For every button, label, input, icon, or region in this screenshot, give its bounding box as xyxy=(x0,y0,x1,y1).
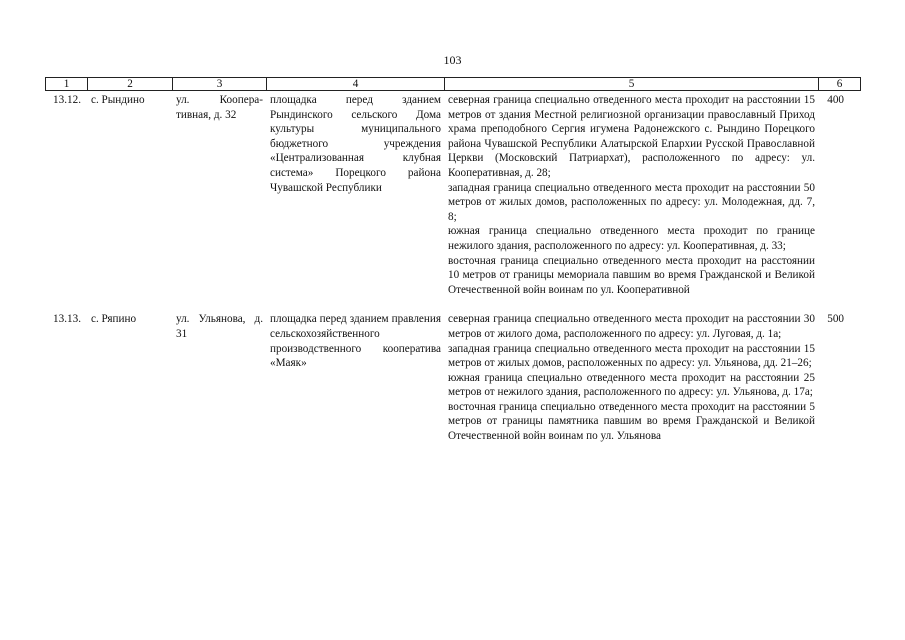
south-boundary: южная граница специально отведенного места проходит на расстоянии 25 метров от нежилого здания, расположенного по адресу: ул. Ульянова, д. 17а; xyxy=(448,371,815,399)
places-table xyxy=(45,77,861,444)
table-row xyxy=(46,297,861,443)
column-header-5: 5 xyxy=(445,78,819,91)
row-number: 13.13. xyxy=(53,313,81,326)
north-boundary: северная граница специально отведенного места проходит на расстоянии 15 метров от здания Местной религиозной организации православный Приход храма преподобного Сергия игумена Радонежского с. Рындино Порецкого района Чувашской Республики Алатырской Епархии Русской Православной Церкви (Московский Патриархат), расположенного по адресу: ул. Кооперативная, д. 28; xyxy=(448,94,815,179)
column-header-2: 2 xyxy=(88,78,173,91)
table-header-row xyxy=(46,78,861,91)
page-number: 103 xyxy=(443,53,462,67)
boundaries-description xyxy=(445,297,819,443)
east-boundary: восточная граница специально отведенного места проходит на расстоянии 10 метров от границы мемориала павшим во время Гражданской и Великой Отечественной войн воинам по ул. Кооперативной xyxy=(448,254,815,296)
south-boundary: южная граница специально отведенного места проходит по границе нежилого здания, расположенного по адресу: ул. Кооперативная, д. 33; xyxy=(448,225,815,252)
row-number: 13.12. xyxy=(53,94,81,106)
north-boundary: северная граница специально отведенного места проходит на расстоянии 30 метров от жилого дома, расположенного по адресу: ул. Луговая, д. 1а; xyxy=(448,313,815,340)
table-row xyxy=(46,91,861,298)
east-boundary: восточная граница специально отведенного места проходит на расстоянии 5 метров от границы памятника павшим во время Гражданской и Великой Отечественной войн воинам по ул. Ульянова xyxy=(448,400,815,443)
location-description: площадка перед зданием Рындинского сельского Дома культуры муниципального бюджетного учреждения «Централизованная клубная система» Порецкого района Чувашской Республики xyxy=(270,94,441,194)
column-header-1: 1 xyxy=(46,78,88,91)
boundaries-description xyxy=(445,91,819,298)
address: ул. Кооперативная, д. 32 xyxy=(176,94,263,121)
column-header-6: 6 xyxy=(819,78,861,91)
west-boundary: западная граница специально отведенного места проходит на расстоянии 15 метров от жилых домов, расположенных по адресу: ул. Ульянова, дд. 21–26; xyxy=(448,342,815,370)
west-boundary: западная граница специально отведенного места проходит на расстоянии 50 метров от жилых домов, расположенных по адресу: ул. Молодежная, дд. 7, 8; xyxy=(448,181,815,223)
column-header-4: 4 xyxy=(267,78,445,91)
settlement-name: с. Ряпино xyxy=(91,313,137,326)
settlement-name: с. Рындино xyxy=(91,94,145,106)
column-header-3: 3 xyxy=(173,78,267,91)
address: ул. Ульянова, д. 31 xyxy=(176,313,263,340)
capacity-value: 400 xyxy=(827,94,844,106)
location-description: площадка перед зданием правления сельскохозяйственного производственного кооператива «Маяк» xyxy=(270,313,441,370)
capacity-value: 500 xyxy=(827,313,844,326)
